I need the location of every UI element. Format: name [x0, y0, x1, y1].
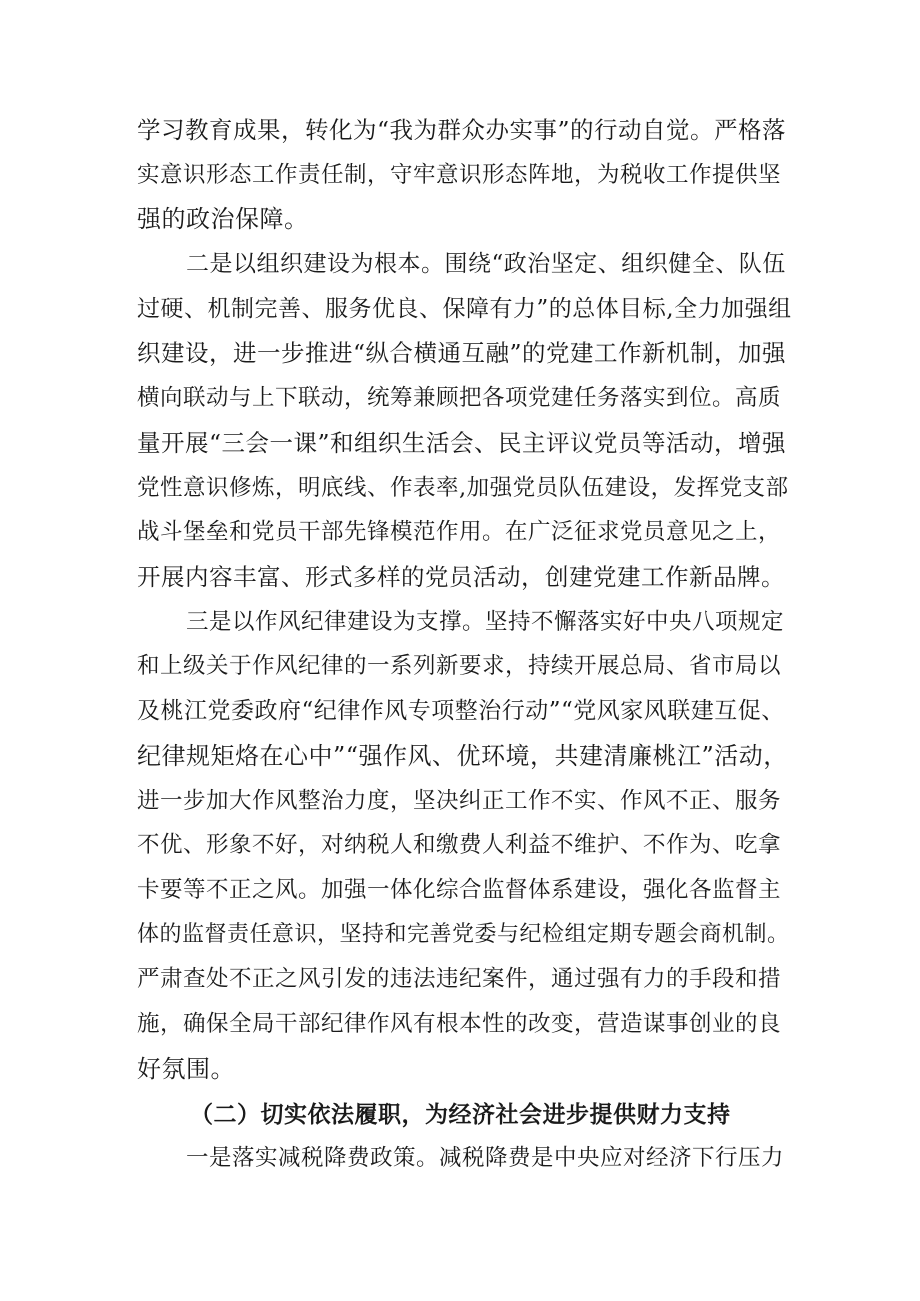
paragraph-line: 不优、形象不好，对纳税人和缴费人利益不维护、不作为、吃拿 [137, 832, 782, 858]
paragraph-line: 量开展“三会一课”和组织生活会、民主评议党员等活动，增强 [137, 429, 787, 457]
paragraph-line: 卡要等不正之风。加强一体化综合监督体系建设，强化各监督主 [137, 877, 782, 903]
paragraph-line: 强的政治保障。 [137, 205, 309, 233]
paragraph-line: 横向联动与上下联动，统筹兼顾把各项党建任务落实到位。高质 [137, 385, 782, 411]
paragraph-line: 进一步加大作风整治力度，坚决纠正工作不实、作风不正、服务 [137, 788, 782, 814]
paragraph-line: 一是落实减税降费政策。减税降费是中央应对经济下行压力 [186, 1145, 785, 1171]
paragraph-line: 好氛围。 [137, 1055, 235, 1083]
paragraph-line: 织建设，进一步推进“纵合横通互融”的党建工作新机制，加强 [137, 339, 787, 367]
paragraph-line: 施，确保全局干部纪律作风有根本性的改变，营造谋事创业的良 [137, 1011, 782, 1037]
paragraph-line: 和上级关于作风纪律的一系列新要求，持续开展总局、省市局以 [137, 653, 782, 679]
paragraph-line: 过硬、机制完善、服务优良、保障有力”的总体目标,全力加强组 [137, 296, 792, 322]
paragraph-line: 学习教育成果，转化为“我为群众办实事”的行动自觉。严格落 [137, 116, 787, 144]
paragraph-line: 严肃查处不正之风引发的违法违纪案件，通过强有力的手段和措 [137, 966, 782, 992]
paragraph-line: 三是以作风纪律建设为支撑。坚持不懈落实好中央八项规定 [186, 609, 785, 635]
paragraph-line: 体的监督责任意识，坚持和完善党委与纪检组定期专题会商机制。 [137, 922, 790, 947]
paragraph-line: 开展内容丰富、形式多样的党员活动，创建党建工作新品牌。 [137, 563, 785, 591]
paragraph-line: 二是以组织建设为根本。围绕“政治坚定、组织健全、队伍 [186, 251, 786, 277]
paragraph-line: 及桃江党委政府“纪律作风专项整治行动”“党风家风联建互促、 [137, 698, 785, 724]
section-heading: （二）切实依法履职，为经济社会进步提供财力支持 [190, 1102, 731, 1128]
paragraph-line: 战斗堡垒和党员干部先锋模范作用。在广泛征求党员意见之上， [137, 519, 782, 545]
paragraph-line: 党性意识修炼，明底线、作表率,加强党员队伍建设，发挥党支部 [137, 475, 789, 501]
paragraph-line: 纪律规矩烙在心中”“强作风、优环境，共建清廉桃江”活动， [137, 742, 788, 770]
paragraph-line: 实意识形态工作责任制，守牢意识形态阵地，为税收工作提供坚 [137, 162, 782, 188]
